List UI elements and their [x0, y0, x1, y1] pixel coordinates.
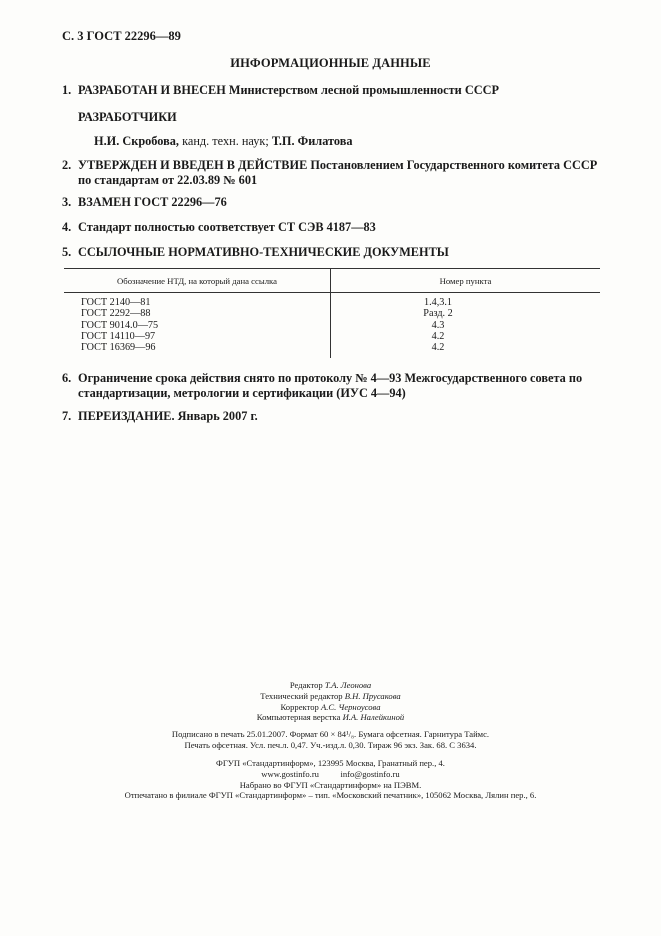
- table-cell-document: ГОСТ 14110—97: [81, 330, 156, 342]
- item-text: ВЗАМЕН ГОСТ 22296—76: [78, 195, 227, 209]
- item-number: 2.: [62, 158, 72, 172]
- table-header-document: Обозначение НТД, на который дана ссылка: [117, 276, 277, 286]
- item-5: [62, 245, 602, 260]
- item-7: [62, 409, 602, 424]
- table-cell-document: ГОСТ 16369—96: [81, 342, 156, 354]
- table-rule: [64, 292, 600, 293]
- item-number: 7.: [62, 409, 72, 423]
- credit-line: Редактор Т.А. Леонова: [289, 680, 372, 690]
- item-number: 1.: [62, 83, 72, 97]
- table-row: [64, 297, 600, 308]
- item-text: РАЗРАБОТАН И ВНЕСЕН Министерством лесной промышленности СССР: [78, 83, 499, 97]
- publisher-line: Набрано во ФГУП «Стандартинформ» на ПЭВМ.: [239, 779, 422, 790]
- item-text: УТВЕРЖДЕН И ВВЕДЕН В ДЕЙСТВИЕ Постановлением Государственного комитета СССР по стандартам от 22.03.89 № 601: [78, 158, 598, 187]
- table-rule: [64, 268, 600, 269]
- publisher-line: ФГУП «Стандартинформ», 123995 Москва, Гранатный пер., 4.: [216, 758, 445, 768]
- table-cell-clause: 4.2: [431, 330, 445, 342]
- table-cell-document: ГОСТ 2140—81: [81, 297, 151, 308]
- item-3: [62, 195, 602, 210]
- print-info-line: Печать офсетная. Усл. печ.л. 0,47. Уч.-изд.л. 0,30. Тираж 96 экз. Зак. 68. С 3634.: [184, 739, 477, 750]
- credit-line: Корректор А.С. Черноусова: [280, 701, 381, 712]
- table-cell-document: ГОСТ 9014.0—75: [81, 319, 159, 331]
- item-6: [62, 371, 602, 401]
- publisher-line: Отпечатано в филиале ФГУП «Стандартинформ» – тип. «Московский печатник», 105062 Москва, Лялин пер., 6.: [124, 790, 537, 801]
- item-2: [62, 158, 602, 188]
- publisher-contacts: www.gostinfo.ru info@gostinfo.ru: [261, 768, 400, 779]
- developer-name: Н.И. Скробова,: [94, 134, 179, 148]
- page-title: ИНФОРМАЦИОННЫЕ ДАННЫЕ: [230, 56, 431, 70]
- table-cell-clause: 4.2: [431, 342, 445, 354]
- developer-degree: канд. техн. наук;: [179, 134, 269, 148]
- item-number: 6.: [62, 371, 72, 385]
- table-header-clause: Номер пункта: [439, 276, 492, 286]
- table-row: [64, 331, 600, 342]
- item-number: 5.: [62, 245, 72, 259]
- developers-heading: РАЗРАБОТЧИКИ: [78, 110, 177, 124]
- table-cell-document: ГОСТ 2292—88: [81, 308, 151, 320]
- table-cell-clause: 4.3: [431, 319, 445, 331]
- item-text: ССЫЛОЧНЫЕ НОРМАТИВНО-ТЕХНИЧЕСКИЕ ДОКУМЕНТЫ: [78, 245, 449, 259]
- item-text: Ограничение срока действия снято по протоколу № 4—93 Межгосударственного совета по стандартизации, метрологии и сертификации (ИУС 4—94): [78, 371, 583, 400]
- item-1: [62, 83, 602, 98]
- item-4: [62, 220, 602, 235]
- print-info-block: [0, 729, 661, 751]
- table-row: [64, 308, 600, 319]
- table-cell-clause: Разд. 2: [423, 308, 453, 320]
- table-cell-clause: 1.4,3.1: [423, 297, 452, 308]
- item-number: 3.: [62, 195, 72, 209]
- developers-list: [94, 134, 353, 149]
- item-text: Стандарт полностью соответствует СТ СЭВ 4187—83: [78, 220, 376, 234]
- developer-name: Т.П. Филатова: [268, 134, 353, 148]
- credits-block: [0, 680, 661, 723]
- table-row: [64, 342, 600, 353]
- table-body: [64, 297, 600, 353]
- page-header: С. 3 ГОСТ 22296—89: [62, 29, 181, 43]
- publisher-block: [0, 758, 661, 801]
- item-number: 4.: [62, 220, 72, 234]
- credit-line: Компьютерная верстка И.А. Налейкиной: [256, 712, 405, 723]
- print-info-line: Подписано в печать 25.01.2007. Формат 60 × 84¹/₈. Бумага офсетная. Гарнитура Таймс.: [171, 729, 490, 739]
- table-row: [64, 320, 600, 331]
- item-text: ПЕРЕИЗДАНИЕ. Январь 2007 г.: [78, 409, 258, 423]
- credit-line: Технический редактор В.Н. Прусакова: [260, 690, 401, 701]
